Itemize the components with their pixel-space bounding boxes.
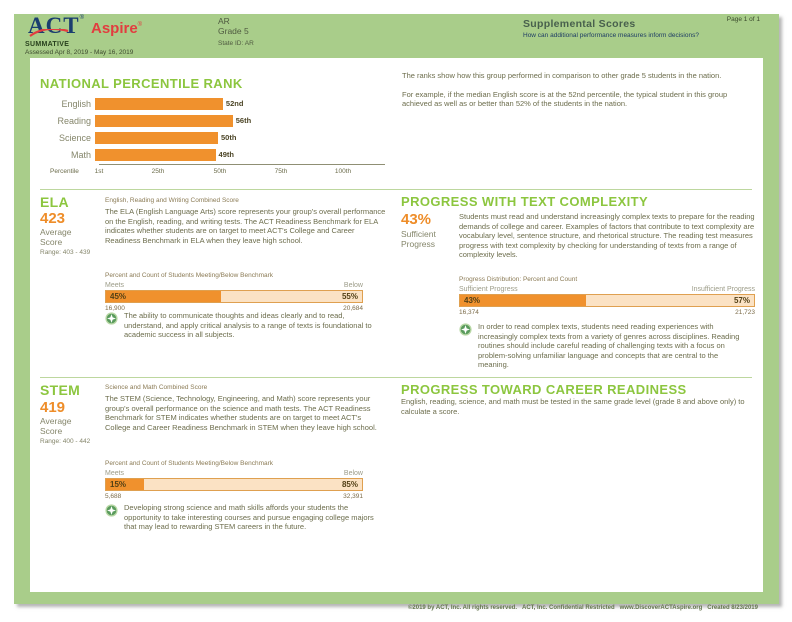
ela-title: ELA [40, 194, 69, 210]
text-complexity-insight [459, 322, 749, 370]
page-footer [408, 605, 758, 611]
text-complexity-bar-labels [459, 286, 755, 293]
npr-notes [402, 71, 756, 109]
stem-score-range: Range: 400 - 442 [40, 438, 91, 445]
stem-meets-pct: 15% [110, 480, 127, 489]
below-label: Below [343, 282, 363, 289]
insufficient-progress-segment [586, 295, 754, 306]
stem-title: STEM [40, 382, 81, 398]
stem-insight [105, 503, 383, 532]
act-registered-mark: ® [79, 15, 84, 21]
stem-bar-title: Percent and Count of Students Meeting/Below Benchmark [105, 460, 274, 467]
insufficient-progress-count: 21,723 [735, 309, 755, 316]
stem-meets-segment [106, 479, 144, 490]
npr-bar-value: 49th [218, 150, 234, 159]
summative-label: SUMMATIVE [25, 41, 70, 48]
npr-bar-chart [40, 95, 408, 181]
npr-bar-track [95, 115, 341, 127]
sufficient-progress-count: 16,374 [459, 309, 479, 316]
npr-section-title: NATIONAL PERCENTILE RANK [40, 76, 243, 91]
npr-bar [95, 149, 216, 161]
meets-label: Meets [105, 470, 125, 477]
npr-bar-value: 50th [221, 133, 237, 142]
text-complexity-distribution-block [459, 276, 755, 316]
copyright-text: ©2019 by ACT, Inc. All rights reserved. [408, 605, 518, 611]
text-complexity-count-row [459, 309, 755, 316]
report-subtitle: How can additional performance measures inform decisions? [523, 32, 699, 39]
insight-icon [105, 504, 118, 517]
act-wordmark: ACT [28, 13, 80, 38]
insight-icon [105, 312, 118, 325]
stem-benchmark-bar [105, 478, 363, 491]
stem-count-row [105, 493, 363, 500]
stem-average-score: 419 [40, 399, 66, 416]
npr-bar-track [95, 132, 341, 144]
ela-bar-labels [105, 282, 363, 289]
ela-description: The ELA (English Language Arts) score represents your group's overall performance on the English, reading, and writing tests. The ACT Readiness Benchmark for ELA indicates whether students are on target to meet ACT's College and Career Readiness Benchmark in ELA when they leave high school. [105, 207, 386, 245]
ela-benchmark-bar [105, 290, 363, 303]
career-readiness-title: PROGRESS TOWARD CAREER READINESS [401, 382, 687, 397]
grade-label: Grade 5 [218, 26, 249, 36]
text-complexity-bar [459, 294, 755, 307]
npr-bar [95, 98, 223, 110]
stem-below-pct: 85% [341, 480, 358, 489]
meets-label: Meets [105, 282, 125, 289]
npr-axis-line [99, 164, 385, 165]
career-readiness-description: English, reading, science, and math must be tested in the same grade level (grade 8 and above only) to calculate a score. [401, 397, 745, 416]
text-complexity-title: PROGRESS WITH TEXT COMPLEXITY [401, 194, 649, 209]
npr-row-english [40, 95, 408, 112]
npr-note-2: For example, if the median English score is at the 52nd percentile, the typical student in this group achieved as well as or better than 52% of the students in the nation. [402, 89, 728, 109]
aspire-wordmark: Aspire [90, 20, 138, 37]
ela-below-count: 20,684 [343, 305, 363, 312]
npr-row-label: Reading [57, 115, 91, 126]
org-name: AR [218, 16, 230, 26]
npr-note-1: The ranks show how this group performed in comparison to other grade 5 students in the nation. [402, 71, 722, 80]
section-divider-2 [40, 377, 752, 378]
org-block [218, 16, 254, 49]
ela-subject-note: English, Reading and Writing Combined Score [105, 197, 239, 204]
report-title: Supplemental Scores [523, 18, 636, 30]
ela-score-range: Range: 403 - 439 [40, 249, 91, 256]
npr-row-math [40, 146, 408, 163]
npr-bar [95, 115, 233, 127]
stem-score-label: Average Score [40, 416, 72, 436]
npr-row-label: Science [58, 132, 91, 143]
ela-bar-title: Percent and Count of Students Meeting/Below Benchmark [105, 272, 274, 279]
logo-swoosh-icon [28, 29, 70, 38]
npr-bar-track [95, 98, 341, 110]
npr-bar-value: 52nd [225, 99, 244, 108]
ela-average-score: 423 [40, 210, 66, 227]
sufficient-progress-segment [460, 295, 586, 306]
npr-bar-value: 56th [235, 116, 252, 125]
stem-description: The STEM (Science, Technology, Engineering, and Math) score represents your group's overall performance on the science and math tests. The ACT Readiness Benchmark for STEM indicates whether students are on target to meet ACT's College and Career Readiness Benchmark in STEM when they leave high school. [105, 394, 377, 432]
stem-below-segment [144, 479, 362, 490]
state-id: State ID: AR [218, 40, 254, 47]
text-complexity-score-label: Sufficient Progress [401, 229, 436, 249]
section-divider-1 [40, 189, 752, 190]
ela-insight-text: The ability to communicate thoughts and ideas clearly and to read, understand, and apply critical analysis to a range of texts is foundational to academic success in all subjects. [124, 311, 372, 340]
page-number: Page 1 of 1 [726, 16, 760, 23]
created-date: Created 8/23/2019 [707, 605, 758, 611]
ela-meets-pct: 45% [110, 292, 127, 301]
stem-meets-count: 5,688 [105, 493, 122, 500]
act-aspire-logo [28, 13, 142, 39]
npr-tick: 25th [151, 168, 165, 175]
insufficient-progress-pct: 57% [733, 296, 750, 305]
ela-score-label: Average Score [40, 227, 72, 247]
ela-insight [105, 311, 380, 340]
percentile-axis-label: Percentile [50, 168, 79, 175]
text-complexity-description: Students must read and understand increasingly complex texts to prepare for the reading demands of college and career. Examples of factors that contribute to text complexity are vocabulary level, sentence structure, and rhetorical structure. The reading test measures progress with text complexity by checking for understanding of texts from a range of complexity levels. [459, 212, 755, 260]
text-complexity-score: 43% [401, 211, 432, 228]
stem-subject-note: Science and Math Combined Score [105, 384, 208, 391]
assessed-dates: Assessed Apr 8, 2019 - May 16, 2019 [25, 49, 134, 56]
npr-row-label: Math [70, 149, 91, 160]
npr-row-reading [40, 112, 408, 129]
insight-icon [459, 323, 472, 336]
npr-bar [95, 132, 218, 144]
ela-benchmark-block [105, 272, 363, 312]
ela-below-segment [221, 291, 362, 302]
npr-row-science [40, 129, 408, 146]
sufficient-progress-label: Sufficient Progress [459, 286, 518, 293]
npr-tick: 100th [334, 168, 352, 175]
npr-bar-track [95, 149, 341, 161]
text-complexity-bar-title: Progress Distribution: Percent and Count [459, 276, 578, 283]
npr-tick: 50th [213, 168, 227, 175]
ela-meets-count: 16,900 [105, 305, 125, 312]
npr-axis-ticks [94, 168, 352, 178]
aspire-registered-mark: ® [137, 22, 143, 28]
ela-meets-segment [106, 291, 221, 302]
sufficient-progress-pct: 43% [464, 296, 481, 305]
ela-below-pct: 55% [341, 292, 358, 301]
stem-insight-text: Developing strong science and math skills affords your students the opportunity to take interesting courses and pursue engaging college majors that may lead to rewarding STEM careers in the future. [124, 503, 374, 532]
stem-benchmark-block [105, 460, 363, 500]
aspire-website-link[interactable]: www.DiscoverACTAspire.org [619, 605, 703, 611]
text-complexity-insight-text: In order to read complex texts, students need reading experiences with increasingly complex texts from a variety of genres across disciplines. Reading routines should include careful reading of challenging texts with a focus on problem-solving unfamiliar language and concepts that are central to the meaning. [478, 322, 740, 370]
npr-tick: 1st [94, 168, 104, 175]
stem-below-count: 32,391 [343, 493, 363, 500]
stem-bar-labels [105, 470, 363, 477]
insufficient-progress-label: Insufficient Progress [691, 286, 755, 293]
confidential-text: ACT, Inc. Confidential Restricted [521, 605, 615, 611]
npr-row-label: English [61, 98, 91, 109]
npr-tick: 75th [274, 168, 288, 175]
below-label: Below [343, 470, 363, 477]
